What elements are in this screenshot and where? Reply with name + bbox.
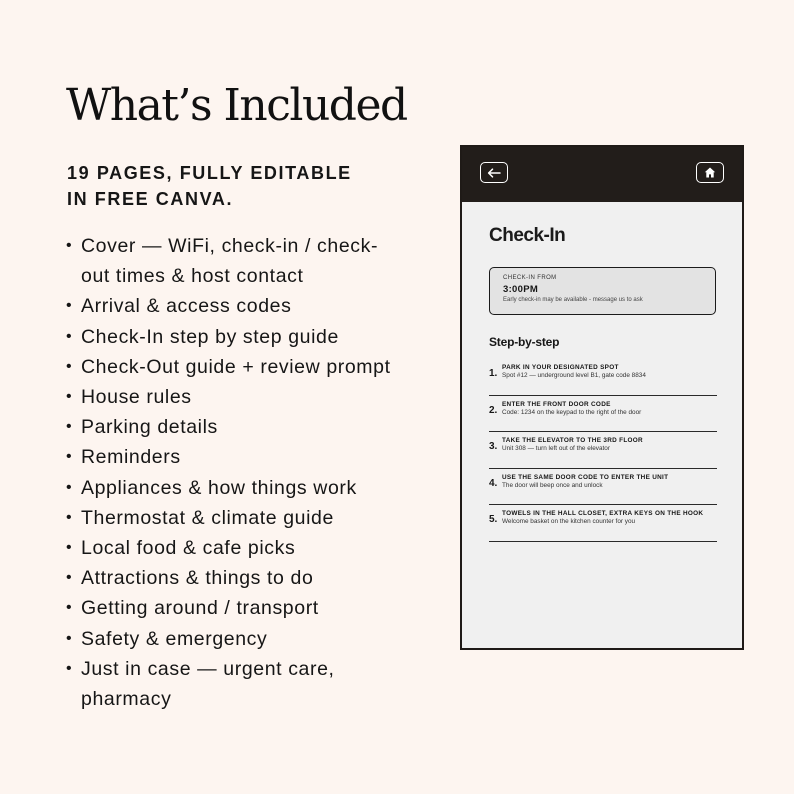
- step-number: 2.: [489, 404, 498, 416]
- feature-item: [64, 593, 424, 623]
- home-button[interactable]: [696, 162, 724, 183]
- step-heading: PARK IN YOUR DESIGNATED SPOT: [502, 364, 619, 371]
- bullet-icon: •: [66, 297, 73, 315]
- step-detail: Code: 1234 on the keypad to the right of the door: [502, 408, 642, 416]
- phone-header: [462, 147, 742, 202]
- step-number: 1.: [489, 368, 498, 379]
- bullet-icon: •: [66, 357, 73, 375]
- steps-heading: Step-by-step: [489, 335, 560, 349]
- step-detail: Welcome basket on the kitchen counter for you: [502, 518, 636, 525]
- feature-item: [64, 322, 424, 352]
- feature-text: Just in case — urgent care,: [81, 657, 335, 680]
- feature-text: Local food & cafe picks: [81, 537, 296, 560]
- step-heading: USE THE SAME DOOR CODE TO ENTER THE UNIT: [502, 473, 669, 481]
- home-icon: [704, 167, 716, 178]
- subtitle-line: 19 PAGES, FULLY EDITABLE: [67, 163, 352, 183]
- step-detail: Spot #12 — underground level B1, gate code 8834: [502, 372, 646, 379]
- bullet-icon: •: [66, 418, 73, 436]
- feature-item: [64, 503, 424, 533]
- bullet-icon: •: [66, 599, 73, 617]
- feature-item: [64, 352, 424, 382]
- bullet-icon: •: [66, 659, 73, 677]
- phone-mockup: [460, 145, 744, 650]
- feature-text: Parking details: [81, 416, 218, 439]
- bullet-icon: •: [66, 448, 73, 466]
- bullet-icon: •: [66, 569, 73, 587]
- step-heading: TAKE THE ELEVATOR TO THE 3RD FLOOR: [502, 437, 643, 444]
- feature-text: Reminders: [81, 446, 181, 469]
- checkin-note: Early check-in may be available - message us to ask: [503, 297, 643, 303]
- subtitle-line: IN FREE CANVA.: [67, 189, 234, 209]
- step-number: 4.: [489, 477, 498, 489]
- feature-item: [64, 624, 424, 654]
- checkin-time: 3:00PM: [503, 284, 539, 295]
- feature-item: [64, 533, 424, 563]
- step-heading: ENTER THE FRONT DOOR CODE: [502, 400, 611, 408]
- feature-text: Check-Out guide + review prompt: [81, 355, 391, 378]
- bullet-icon: •: [66, 629, 73, 647]
- feature-item: [64, 473, 424, 503]
- step-item: [489, 396, 717, 433]
- feature-item: [64, 291, 424, 321]
- feature-item: [64, 654, 424, 714]
- back-button[interactable]: [480, 162, 508, 183]
- bullet-icon: •: [66, 508, 73, 526]
- bullet-icon: •: [66, 478, 73, 496]
- feature-text: Arrival & access codes: [81, 295, 292, 318]
- bullet-icon: •: [66, 237, 73, 254]
- feature-text: pharmacy: [81, 688, 172, 711]
- features-list: [64, 231, 424, 714]
- step-number: 5.: [489, 514, 498, 525]
- bullet-icon: •: [66, 327, 73, 345]
- feature-item: [64, 442, 424, 472]
- step-item: [489, 469, 717, 506]
- page-title: What’s Included: [66, 80, 407, 131]
- feature-text: Getting around / transport: [81, 597, 319, 620]
- feature-text: Safety & emergency: [81, 627, 268, 650]
- step-item: [489, 359, 717, 396]
- feature-item: [64, 412, 424, 442]
- step-number: 3.: [489, 441, 498, 452]
- feature-text: Check-In step by step guide: [81, 325, 339, 348]
- arrow-left-icon: [487, 168, 501, 178]
- checkin-time-card: [489, 267, 716, 315]
- feature-text: Appliances & how things work: [81, 476, 357, 499]
- step-heading: TOWELS IN THE HALL CLOSET, EXTRA KEYS ON THE HOOK: [502, 510, 704, 517]
- step-detail: Unit 308 — turn left out of the elevator: [502, 445, 610, 452]
- checkin-label: CHECK-IN FROM: [503, 275, 557, 281]
- steps-list: [489, 359, 717, 542]
- feature-item: [64, 563, 424, 593]
- feature-text: House rules: [81, 386, 192, 409]
- step-item: [489, 505, 717, 542]
- page-subtitle: [67, 160, 397, 212]
- step-item: [489, 432, 717, 469]
- feature-item: [64, 382, 424, 412]
- screen-title: Check-In: [489, 225, 566, 246]
- feature-item: [64, 231, 424, 291]
- feature-text: Thermostat & climate guide: [81, 506, 334, 529]
- feature-text: out times & host contact: [81, 265, 304, 288]
- bullet-icon: •: [66, 539, 73, 557]
- feature-text: Attractions & things to do: [81, 567, 314, 590]
- feature-text: Cover — WiFi, check-in / check-: [81, 235, 379, 257]
- bullet-icon: •: [66, 388, 73, 406]
- step-detail: The door will beep once and unlock: [502, 481, 603, 489]
